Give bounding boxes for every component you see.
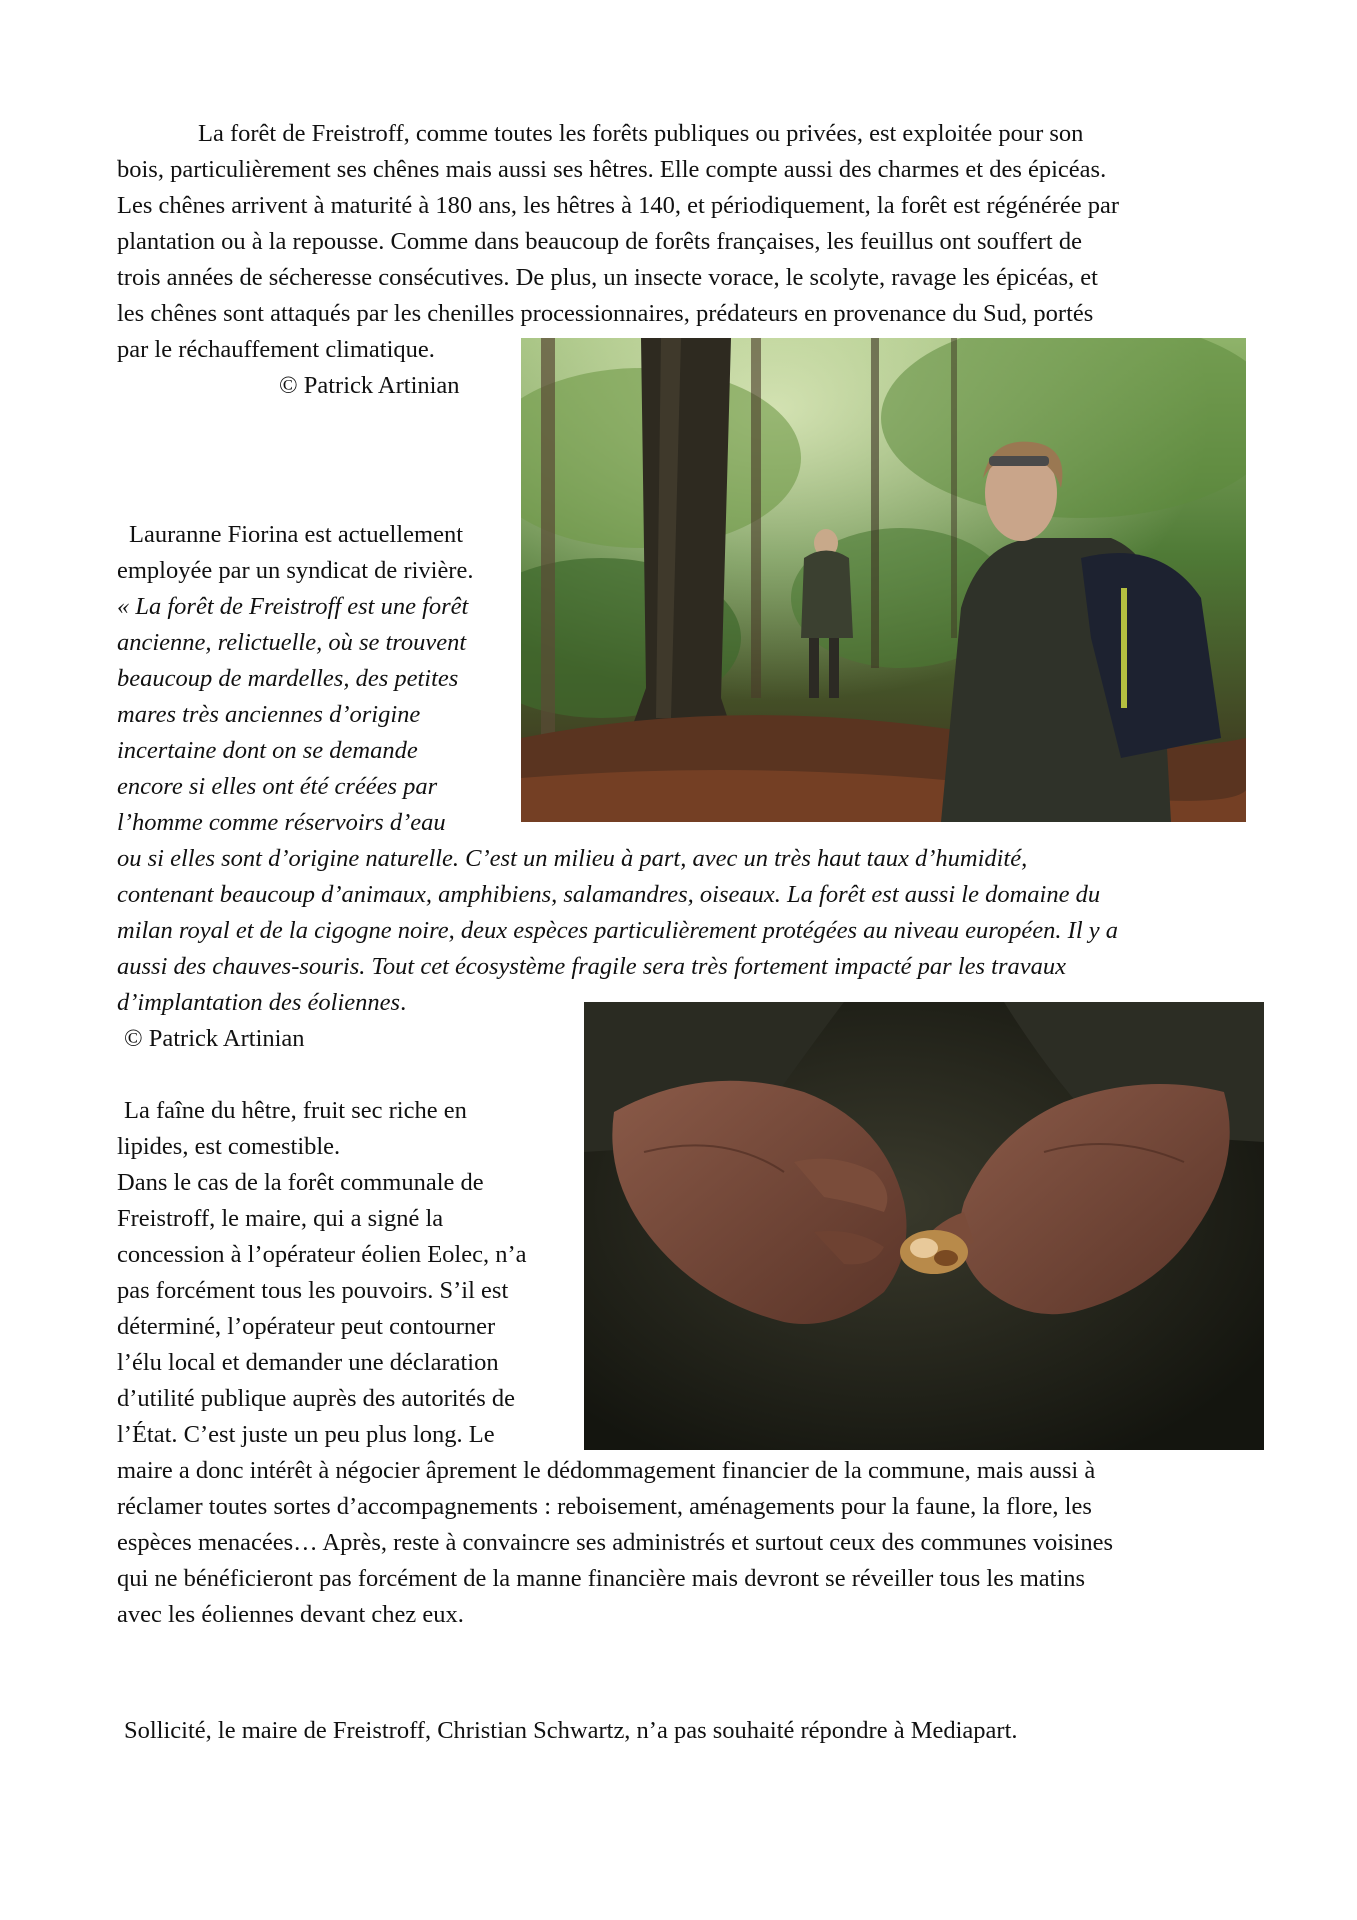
- para3-line-4: Freistroff, le maire, qui a signé la: [117, 1205, 444, 1232]
- para3-line-9: d’utilité publique auprès des autorités de: [117, 1385, 516, 1412]
- quote-line-11: aussi des chauves-souris. Tout cet écosystème fragile sera très fortement impacté par les travaux: [117, 953, 1067, 980]
- quote-line-1: « La forêt de Freistroff est une forêt: [117, 593, 469, 620]
- para1-line-2: bois, particulièrement ses chênes mais aussi ses hêtres. Elle compte aussi des charmes et des épicéas.: [117, 156, 1107, 183]
- para2-intro-line-1: Lauranne Fiorina est actuellement: [129, 521, 464, 548]
- para3-line-5: concession à l’opérateur éolien Eolec, n’a: [117, 1241, 527, 1268]
- closing-line: Sollicité, le maire de Freistroff, Christian Schwartz, n’a pas souhaité répondre à Mediapart.: [124, 1717, 1018, 1744]
- quote-line-12: [117, 985, 406, 1021]
- para3-line-8: l’élu local et demander une déclaration: [117, 1349, 499, 1376]
- quote-line-3: beaucoup de mardelles, des petites: [117, 665, 459, 692]
- quote-line-4: mares très anciennes d’origine: [117, 701, 421, 728]
- para3-line-1: La faîne du hêtre, fruit sec riche en: [124, 1097, 467, 1124]
- para1-line-6: les chênes sont attaqués par les chenilles processionnaires, prédateurs en provenance du Sud, portés: [117, 300, 1094, 327]
- quote-line-6: encore si elles ont été créées par: [117, 773, 438, 800]
- quote-last-italic: d’implantation des éoliennes: [117, 989, 401, 1016]
- para3-line-2: lipides, est comestible.: [117, 1133, 341, 1160]
- quote-line-9: contenant beaucoup d’animaux, amphibiens, salamandres, oiseaux. La forêt est aussi le domaine du: [117, 881, 1101, 908]
- para1-line-5: trois années de sécheresse consécutives. De plus, un insecte vorace, le scolyte, ravage les épicéas, et: [117, 264, 1098, 291]
- para1-line-4: plantation ou à la repousse. Comme dans beaucoup de forêts françaises, les feuillus ont souffert de: [117, 228, 1082, 255]
- para3-line-6: pas forcément tous les pouvoirs. S’il est: [117, 1277, 509, 1304]
- quote-last-end: .: [400, 989, 407, 1016]
- para3-line-15: avec les éoliennes devant chez eux.: [117, 1601, 464, 1628]
- quote-line-10: milan royal et de la cigogne noire, deux espèces particulièrement protégées au niveau européen. Il y a: [117, 917, 1119, 944]
- para3-line-7: déterminé, l’opérateur peut contourner: [117, 1313, 496, 1340]
- quote-line-5: incertaine dont on se demande: [117, 737, 418, 764]
- para3-line-3: Dans le cas de la forêt communale de: [117, 1169, 484, 1196]
- para3-line-12: réclamer toutes sortes d’accompagnements : reboisement, aménagements pour la faune, la flore, les: [117, 1493, 1092, 1520]
- para1-line-7: par le réchauffement climatique.: [117, 336, 435, 363]
- para3-line-10: l’État. C’est juste un peu plus long. Le: [117, 1421, 495, 1448]
- photo-credit-2: © Patrick Artinian: [124, 1025, 305, 1052]
- para1-line-3: Les chênes arrivent à maturité à 180 ans, les hêtres à 140, et périodiquement, la forêt est régénérée par: [117, 192, 1120, 219]
- para2-intro-line-2: employée par un syndicat de rivière.: [117, 557, 474, 584]
- hands-beechnut-photo: [584, 1002, 1264, 1450]
- quote-line-8: ou si elles sont d’origine naturelle. C’est un milieu à part, avec un très haut taux d’humidité,: [117, 845, 1028, 872]
- para3-line-13: espèces menacées… Après, reste à convaincre ses administrés et surtout ceux des communes voisines: [117, 1529, 1114, 1556]
- para1-line-1: La forêt de Freistroff, comme toutes les forêts publiques ou privées, est exploitée pour son: [198, 120, 1084, 147]
- forest-walk-photo: [521, 338, 1246, 822]
- para3-line-11: maire a donc intérêt à négocier âprement le dédommagement financier de la commune, mais aussi à: [117, 1457, 1096, 1484]
- quote-line-7: l’homme comme réservoirs d’eau: [117, 809, 446, 836]
- para3-line-14: qui ne bénéficieront pas forcément de la manne financière mais devront se réveiller tous les matins: [117, 1565, 1086, 1592]
- quote-line-2: ancienne, relictuelle, où se trouvent: [117, 629, 467, 656]
- photo-credit-1: © Patrick Artinian: [279, 372, 460, 399]
